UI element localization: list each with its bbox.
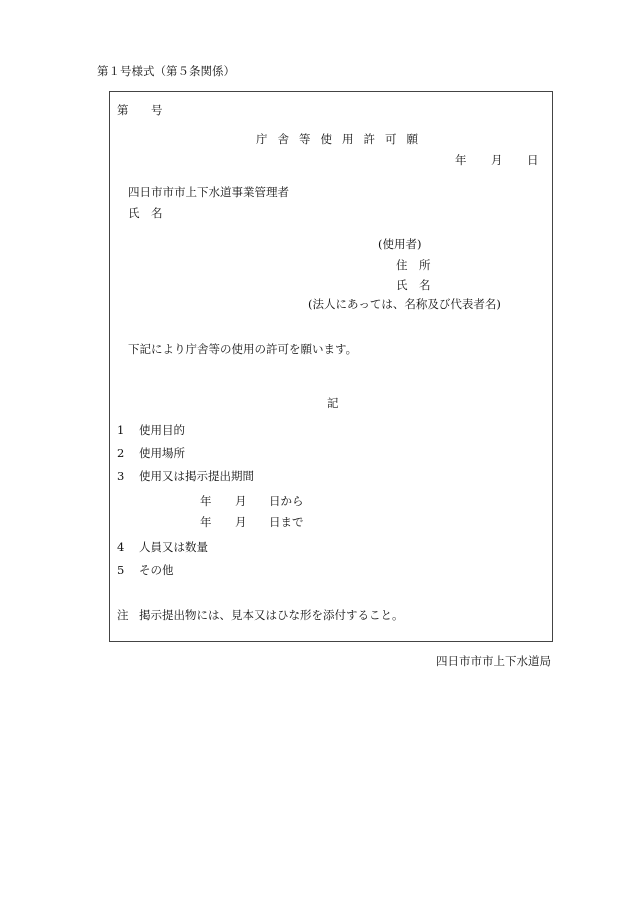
period-to-month: 月 bbox=[235, 515, 247, 529]
note-text: 掲示提出物には、見本又はひな形を添付すること。 bbox=[139, 608, 404, 622]
number-go: 号 bbox=[151, 103, 163, 117]
item-5-num: 5 bbox=[117, 563, 125, 577]
item-3-label: 使用又は掲示提出期間 bbox=[139, 469, 254, 483]
period-from-month: 月 bbox=[235, 494, 247, 508]
date-month: 月 bbox=[491, 153, 503, 167]
item-5-label: その他 bbox=[139, 563, 174, 577]
request-text: 下記により庁舎等の使用の許可を願います。 bbox=[128, 342, 358, 356]
ki-heading: 記 bbox=[327, 396, 339, 410]
applicant-note: (法人にあっては、名称及び代表者名) bbox=[308, 297, 501, 311]
issuer-footer: 四日市市市上下水道局 bbox=[436, 654, 551, 668]
item-3-num: 3 bbox=[117, 469, 125, 483]
period-to-year: 年 bbox=[200, 515, 212, 529]
date-day: 日 bbox=[527, 153, 539, 167]
period-from-day: 日から bbox=[269, 494, 304, 508]
item-1-num: 1 bbox=[117, 423, 125, 437]
applicant-address: 住 所 bbox=[396, 258, 431, 272]
date-year: 年 bbox=[455, 153, 467, 167]
item-4-label: 人員又は数量 bbox=[139, 540, 208, 554]
applicant-label: (使用者) bbox=[378, 237, 422, 251]
period-from-year: 年 bbox=[200, 494, 212, 508]
item-1-label: 使用目的 bbox=[139, 423, 185, 437]
addressee: 四日市市市上下水道事業管理者 bbox=[128, 185, 289, 199]
application-form-box bbox=[109, 91, 553, 642]
period-to-day: 日まで bbox=[269, 515, 304, 529]
number-dai: 第 bbox=[117, 103, 129, 117]
note-label: 注 bbox=[117, 608, 129, 622]
form-title: 庁舎等使用許可願 bbox=[256, 132, 428, 146]
item-2-num: 2 bbox=[117, 446, 125, 460]
addressee-name: 氏 名 bbox=[128, 206, 163, 220]
item-2-label: 使用場所 bbox=[139, 446, 185, 460]
form-number: 第１号様式（第５条関係） bbox=[97, 64, 235, 78]
applicant-name: 氏 名 bbox=[396, 278, 431, 292]
item-4-num: 4 bbox=[117, 540, 125, 554]
